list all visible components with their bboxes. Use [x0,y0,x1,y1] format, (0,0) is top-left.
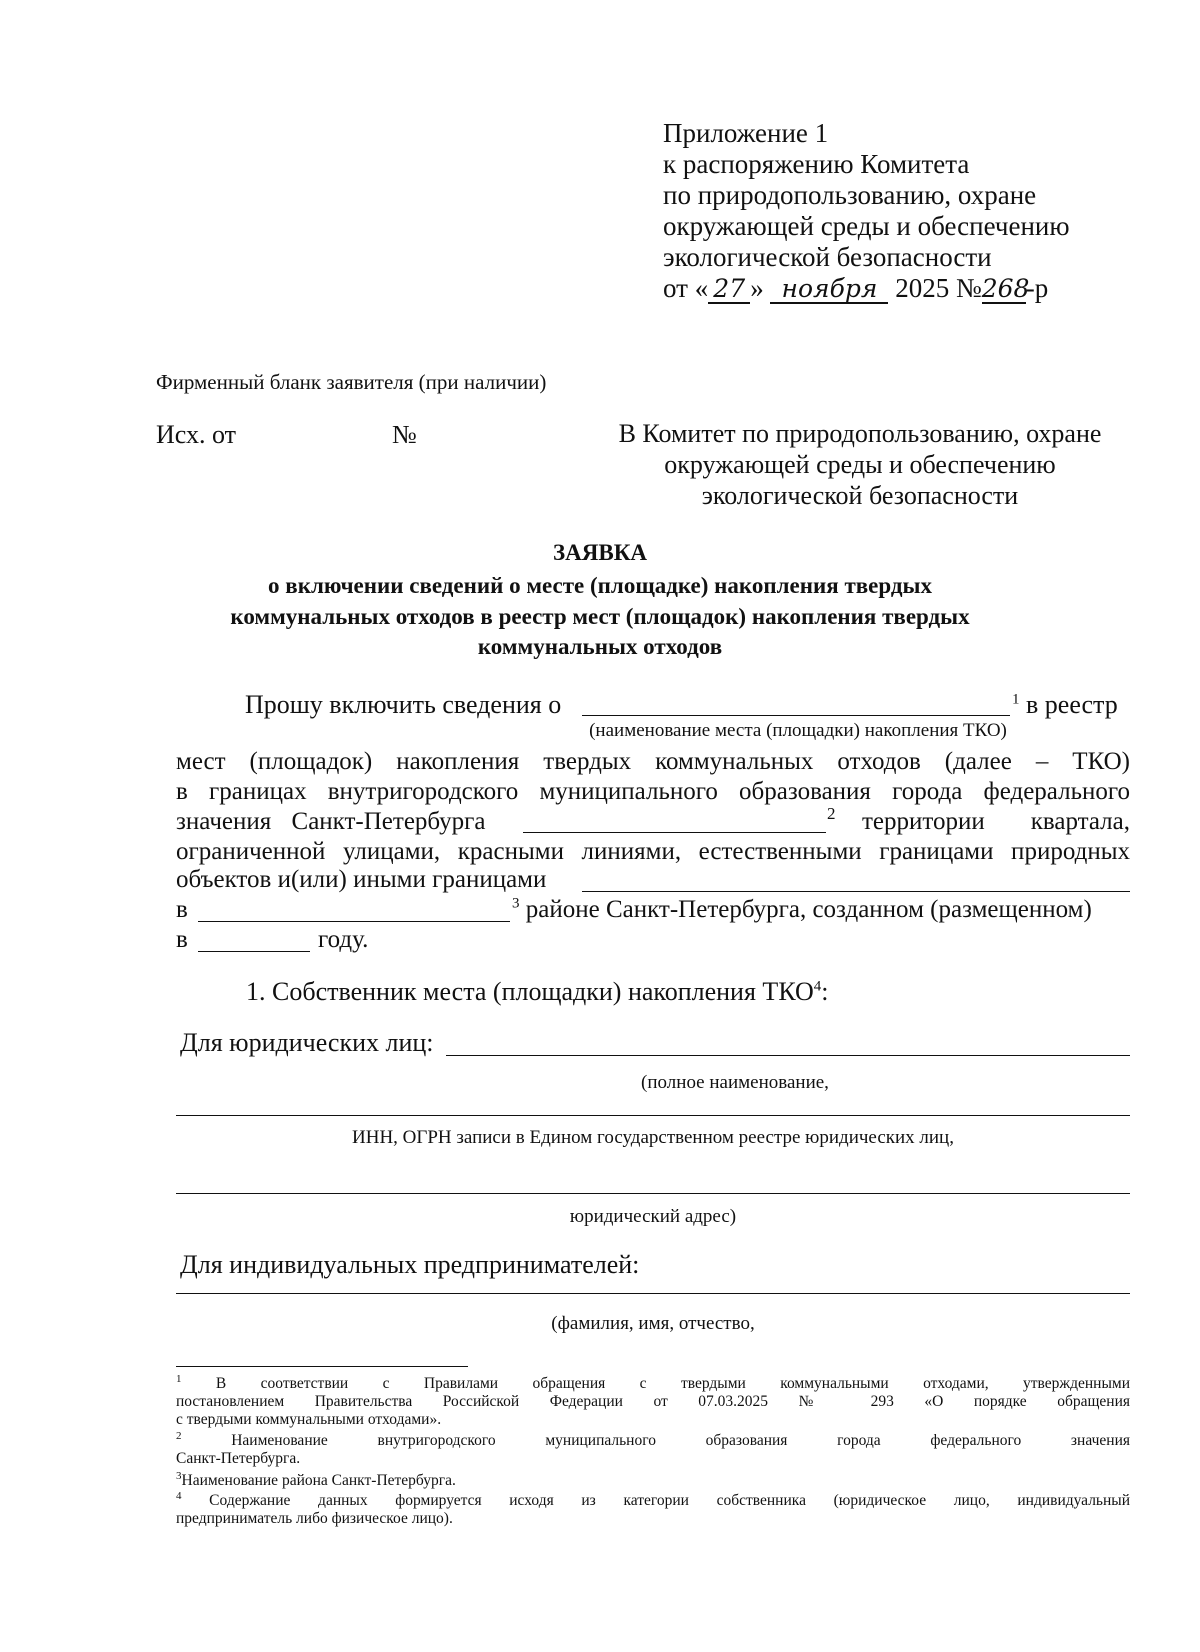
footnote-separator [176,1366,468,1367]
legal-entity-label: Для юридических лиц: [180,1028,434,1057]
footnote-ref-2: 2 [827,804,836,823]
request-end: $^1$ в реестр [1012,690,1118,719]
request-row4-start: значения Санкт-Петербурга [176,808,486,835]
outgoing-number-label: № [392,420,417,449]
individual-entrepreneur-label: Для индивидуальных предпринимателей: [180,1250,640,1279]
handwritten-number: 268 [981,274,1030,303]
footnote-1: $^1$ В соответствии с Правилами обращения с твердыми коммунальными отходами, утвержденными постановлением Правительства Российской Федерации от 07.03.2025 № 293 «О порядке обращения с твердыми коммунальными отходами». [176,1372,1130,1428]
request-row7-end: $^3$ районе Санкт-Петербурга, созданном (размещенном) [512,895,1092,923]
place-name-caption: (наименование места (площадки) накопления ТКО) [589,720,1007,741]
request-row: мест (площадок) накопления твердых коммунальных отходов (далее – ТКО) [176,748,1130,775]
request-row: ограниченной улицами, красными линиями, естественными границами природных [176,838,1130,865]
appendix-line: окружающей среды и обеспечению [663,211,1070,241]
section1-heading: 1. Собственник места (площадки) накопления ТКО$^4$: [246,977,829,1006]
request-row8-end: году. [318,926,369,953]
document-title-line: коммунальных отходов [477,634,723,659]
boundaries-field[interactable] [582,891,1130,892]
outgoing-date-label: Исх. от [156,420,236,449]
appendix-block [663,118,1070,304]
addressee-line: В Комитет по природопользованию, охране [618,419,1102,448]
ie-caption-name: (фамилия, имя, отчество, [551,1313,755,1334]
appendix-line: экологической безопасности [663,242,992,272]
footnote-4: $^4$ Содержание данных формируется исходя из категории собственника (юридическое лицо, индивидуальный предприниматель либо физическое лицо). [176,1489,1131,1527]
document-title-line: о включении сведений о месте (площадке) накопления твердых [268,573,932,598]
document-title-line: коммунальных отходов в реестр мест (площадок) накопления твердых [230,604,970,629]
request-row: в границах внутригородского муниципального образования города федерального [176,778,1130,805]
addressee-line: экологической безопасности [701,481,1019,510]
legal-entity-ids-field[interactable] [176,1115,1130,1116]
request-row7-start: в [176,896,188,923]
municipality-field[interactable] [523,832,826,833]
year-field[interactable] [198,951,310,952]
addressee-line: окружающей среды и обеспечению [664,450,1056,479]
place-name-field[interactable] [582,715,1010,716]
handwritten-month: ноября [770,276,888,304]
district-field[interactable] [198,921,510,922]
document-heading: ЗАЯВКА [553,540,647,565]
legal-entity-address-field[interactable] [176,1193,1130,1194]
request-row4-end: территории квартала, [862,808,1130,835]
legal-caption-address: юридический адрес) [569,1206,737,1227]
footnote-2: $^2$ Наименование внутригородского муниципального образования города федерального значения Санкт-Петербурга. [176,1429,1130,1467]
legal-caption-ids: ИНН, ОГРН записи в Едином государственном реестре юридических лиц, [352,1127,954,1148]
letterhead-note: Фирменный бланк заявителя (при наличии) [156,370,547,394]
addressee-block [580,418,1140,511]
legal-entity-name-field[interactable] [446,1055,1130,1056]
appendix-line: Приложение 1 [663,118,829,148]
legal-caption-name: (полное наименование, [641,1072,829,1093]
handwritten-day: 27 [708,276,750,304]
appendix-line: по природопользованию, охране [663,180,1037,210]
appendix-date-line: от « 27 » ноября 2025 №268-р [663,273,1049,303]
request-start: Прошу включить сведения о [245,690,562,719]
request-row8-start: в [176,926,188,953]
individual-entrepreneur-name-field[interactable] [176,1293,1130,1294]
footnote-3: $^3$Наименование района Санкт-Петербурга. [176,1469,456,1489]
request-row6: объектов и(или) иными границами [176,866,547,893]
appendix-line: к распоряжению Комитета [663,149,970,179]
